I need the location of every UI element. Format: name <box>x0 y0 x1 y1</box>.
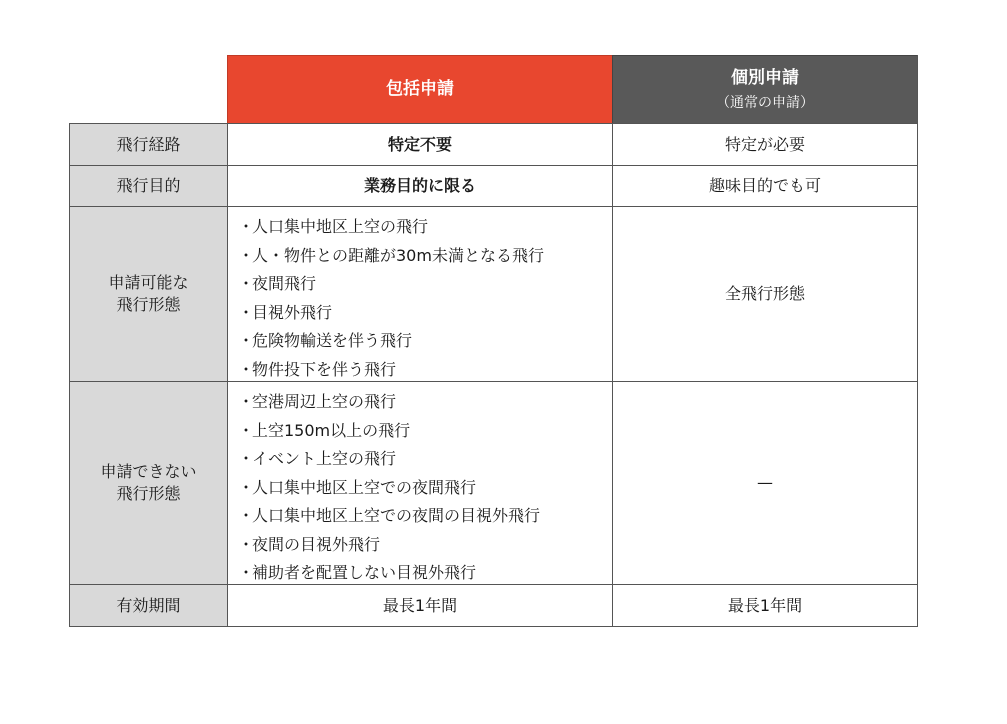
row-label-flight-purpose <box>69 165 227 206</box>
comparison-table <box>69 55 918 627</box>
list-item: ・ 補助者を配置しない目視外飛行 <box>238 559 612 588</box>
list-item: ・ 目視外飛行 <box>238 299 612 328</box>
row-label-text: 飛行目的 <box>116 176 181 196</box>
row-label-line: 飛行形態 <box>116 484 181 503</box>
list-item: ・ 夜間の目視外飛行 <box>238 531 612 560</box>
row-label-allowed-modes <box>69 206 227 381</box>
allowed-modes-list <box>228 207 612 384</box>
header-individual-subtitle: （通常の申請） <box>716 94 814 111</box>
row-label-line: 飛行形態 <box>116 295 181 314</box>
list-item: ・ 人口集中地区上空での夜間飛行 <box>238 474 612 503</box>
cell-comprehensive-allowed-modes <box>227 206 612 381</box>
cell-text: 業務目的に限る <box>363 176 476 196</box>
cell-individual-allowed-modes <box>612 206 917 381</box>
cell-individual-validity-period <box>612 584 917 626</box>
header-individual-title: 個別申請 <box>731 67 799 88</box>
row-label-text: 有効期間 <box>116 595 181 615</box>
header-comprehensive <box>227 55 612 123</box>
row-label-text: 飛行経路 <box>116 134 181 154</box>
list-item: ・ イベント上空の飛行 <box>238 445 612 474</box>
cell-text: 最長1年間 <box>727 595 803 615</box>
cell-comprehensive-disallowed-modes <box>227 381 612 584</box>
row-label-validity-period <box>69 584 227 626</box>
list-item: ・ 危険物輸送を伴う飛行 <box>238 327 612 356</box>
row-label-line: 申請可能な <box>108 273 189 293</box>
list-item: ・ 人口集中地区上空の飛行 <box>238 213 612 242</box>
row-label-flight-path <box>69 123 227 165</box>
header-comprehensive-label: 包括申請 <box>386 79 454 100</box>
list-item: ・ 物件投下を伴う飛行 <box>238 356 612 385</box>
row-label-line: 申請できない <box>100 462 197 482</box>
disallowed-modes-list <box>228 382 612 588</box>
cell-comprehensive-flight-path <box>227 123 612 165</box>
cell-text: 全飛行形態 <box>724 284 805 304</box>
cell-text: — <box>757 473 773 493</box>
cell-text: 特定不要 <box>387 134 452 154</box>
row-label-disallowed-modes <box>69 381 227 584</box>
list-item: ・ 人・物件との距離が30m未満となる飛行 <box>238 242 612 271</box>
list-item: ・ 人口集中地区上空での夜間の目視外飛行 <box>238 502 612 531</box>
cell-comprehensive-validity-period <box>227 584 612 626</box>
cell-individual-flight-path <box>612 123 917 165</box>
cell-text: 最長1年間 <box>382 595 458 615</box>
cell-text: 特定が必要 <box>724 134 805 154</box>
header-individual <box>612 55 917 123</box>
list-item: ・ 上空150m以上の飛行 <box>238 417 612 446</box>
cell-individual-flight-purpose <box>612 165 917 206</box>
list-item: ・ 夜間飛行 <box>238 270 612 299</box>
list-item: ・ 空港周辺上空の飛行 <box>238 388 612 417</box>
cell-comprehensive-flight-purpose <box>227 165 612 206</box>
cell-individual-disallowed-modes <box>612 381 917 584</box>
header-blank-cell <box>69 55 227 124</box>
cell-text: 趣味目的でも可 <box>708 176 821 196</box>
